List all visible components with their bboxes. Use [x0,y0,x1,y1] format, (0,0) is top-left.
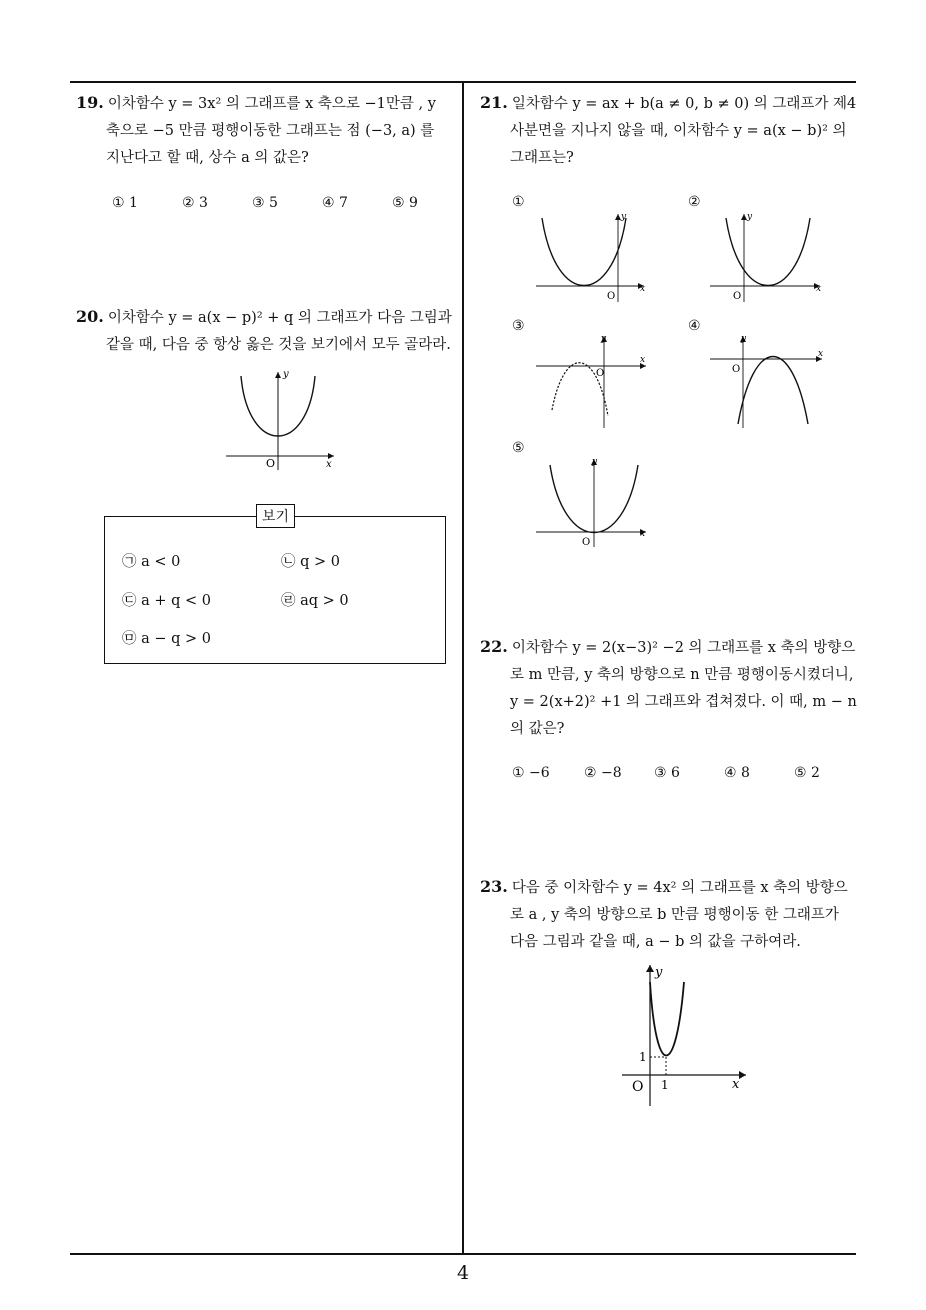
y-label: y [283,369,289,380]
y-label: y [655,965,663,980]
option-e[interactable]: ㉤ a − q > 0 [122,631,211,647]
y-axis-arrow [275,372,281,378]
origin-label: O [632,1079,644,1095]
svg-text:O: O [596,368,605,379]
choice-3[interactable]: ③ 6 [654,765,680,781]
question-text-line: 로 a , y 축의 방향으로 b 만큼 평행이동 한 그래프가 [510,907,839,923]
choice-3[interactable]: ③ 5 [252,195,278,211]
question-text-line: 사분면을 지나지 않을 때, 이차함수 y = a(x − b)² 의 [510,123,847,139]
y-tick-label: 1 [639,1050,647,1064]
page-number: 4 [456,1262,470,1284]
bottom-rule [70,1253,856,1255]
question-number: 19. [76,93,104,112]
parabola-curve [738,357,808,425]
question-text-line: 이차함수 y = 2(x−3)² −2 의 그래프를 x 축의 방향으 [511,640,856,656]
question-text-line: y = 2(x+2)² +1 의 그래프와 겹쳐졌다. 이 때, m − n [510,694,857,710]
q21-choice-2-graph[interactable] [708,210,828,306]
q21-choice-3-graph[interactable] [534,332,654,432]
svg-text:O: O [732,364,741,375]
question-19 [76,89,456,172]
choice-2[interactable]: ② −8 [584,765,622,781]
svg-text:x: x [640,529,646,539]
origin-label: O [266,457,276,470]
q23-graph [618,960,754,1110]
question-text-line: 축으로 −5 만큼 평행이동한 그래프는 점 (−3, a) 를 [106,123,435,139]
q20-graph [222,366,340,474]
svg-text:O: O [582,537,591,548]
question-number: 22. [480,637,508,656]
x-label: x [732,1077,740,1092]
svg-text:x: x [640,284,646,294]
choice-4[interactable]: ④ 8 [724,765,750,781]
choice-1[interactable]: ① −6 [512,765,550,781]
question-text-line: 이차함수 y = a(x − p)² + q 의 그래프가 다음 그림과 [107,310,452,326]
question-23 [480,873,860,956]
choice-4-mark[interactable]: ④ [688,318,701,334]
question-text-line: 이차함수 y = 3x² 의 그래프를 x 축으로 −1만큼 , y [107,96,436,112]
choice-5-mark[interactable]: ⑤ [512,440,525,456]
question-21 [480,89,860,172]
choice-3-mark[interactable]: ③ [512,318,525,334]
x-tick-label: 1 [661,1078,669,1092]
question-text-line: 로 m 만큼, y 축의 방향으로 n 만큼 평행이동시켰더니, [510,667,854,683]
option-d[interactable]: ㉣ aq > 0 [281,593,349,609]
svg-text:y: y [601,334,607,344]
svg-text:y: y [621,212,627,222]
option-b[interactable]: ㉡ q > 0 [281,554,340,570]
q21-choice-5-graph[interactable] [534,455,654,551]
question-number: 21. [480,93,508,112]
bogi-title: 보기 [256,504,295,528]
svg-text:x: x [816,284,822,294]
parabola-curve [542,218,626,286]
q21-choice-4-graph[interactable] [708,332,832,432]
y-axis-arrow [646,965,654,972]
choice-1[interactable]: ① 1 [112,195,138,211]
svg-text:y: y [747,212,753,222]
question-text-line: 다음 중 이차함수 y = 4x² 의 그래프를 x 축의 방향으 [511,880,848,896]
column-divider [462,82,464,1254]
svg-text:x: x [818,349,824,359]
question-number: 23. [480,877,508,896]
q21-choice-1-graph[interactable] [534,210,654,306]
question-22 [480,633,860,743]
question-text-line: 일차함수 y = ax + b(a ≠ 0, b ≠ 0) 의 그래프가 제4 [511,96,857,112]
question-text-line: 지난다고 할 때, 상수 a 의 값은? [106,150,309,166]
svg-text:O: O [733,291,742,302]
question-text-line: 다음 그림과 같을 때, a − b 의 값을 구하여라. [510,934,801,950]
question-text-line: 의 값은? [510,721,565,737]
question-20 [76,303,460,359]
parabola-curve [726,218,810,286]
svg-text:y: y [741,334,747,344]
option-c[interactable]: ㉢ a + q < 0 [122,593,211,609]
choice-5[interactable]: ⑤ 2 [794,765,820,781]
svg-text:y: y [592,457,598,467]
question-text-line: 같을 때, 다음 중 항상 옳은 것을 보기에서 모두 골라라. [106,337,451,353]
choice-5[interactable]: ⑤ 9 [392,195,418,211]
choice-2-mark[interactable]: ② [688,194,701,210]
option-a[interactable]: ㉠ a < 0 [122,554,181,570]
x-axis-arrow [739,1071,746,1079]
choice-4[interactable]: ④ 7 [322,195,348,211]
choice-1-mark[interactable]: ① [512,194,525,210]
svg-text:O: O [607,291,616,302]
x-label: x [326,459,332,470]
question-number: 20. [76,307,104,326]
choice-2[interactable]: ② 3 [182,195,208,211]
question-text-line: 그래프는? [510,150,574,166]
parabola-curve [650,982,684,1056]
svg-text:x: x [640,355,646,365]
